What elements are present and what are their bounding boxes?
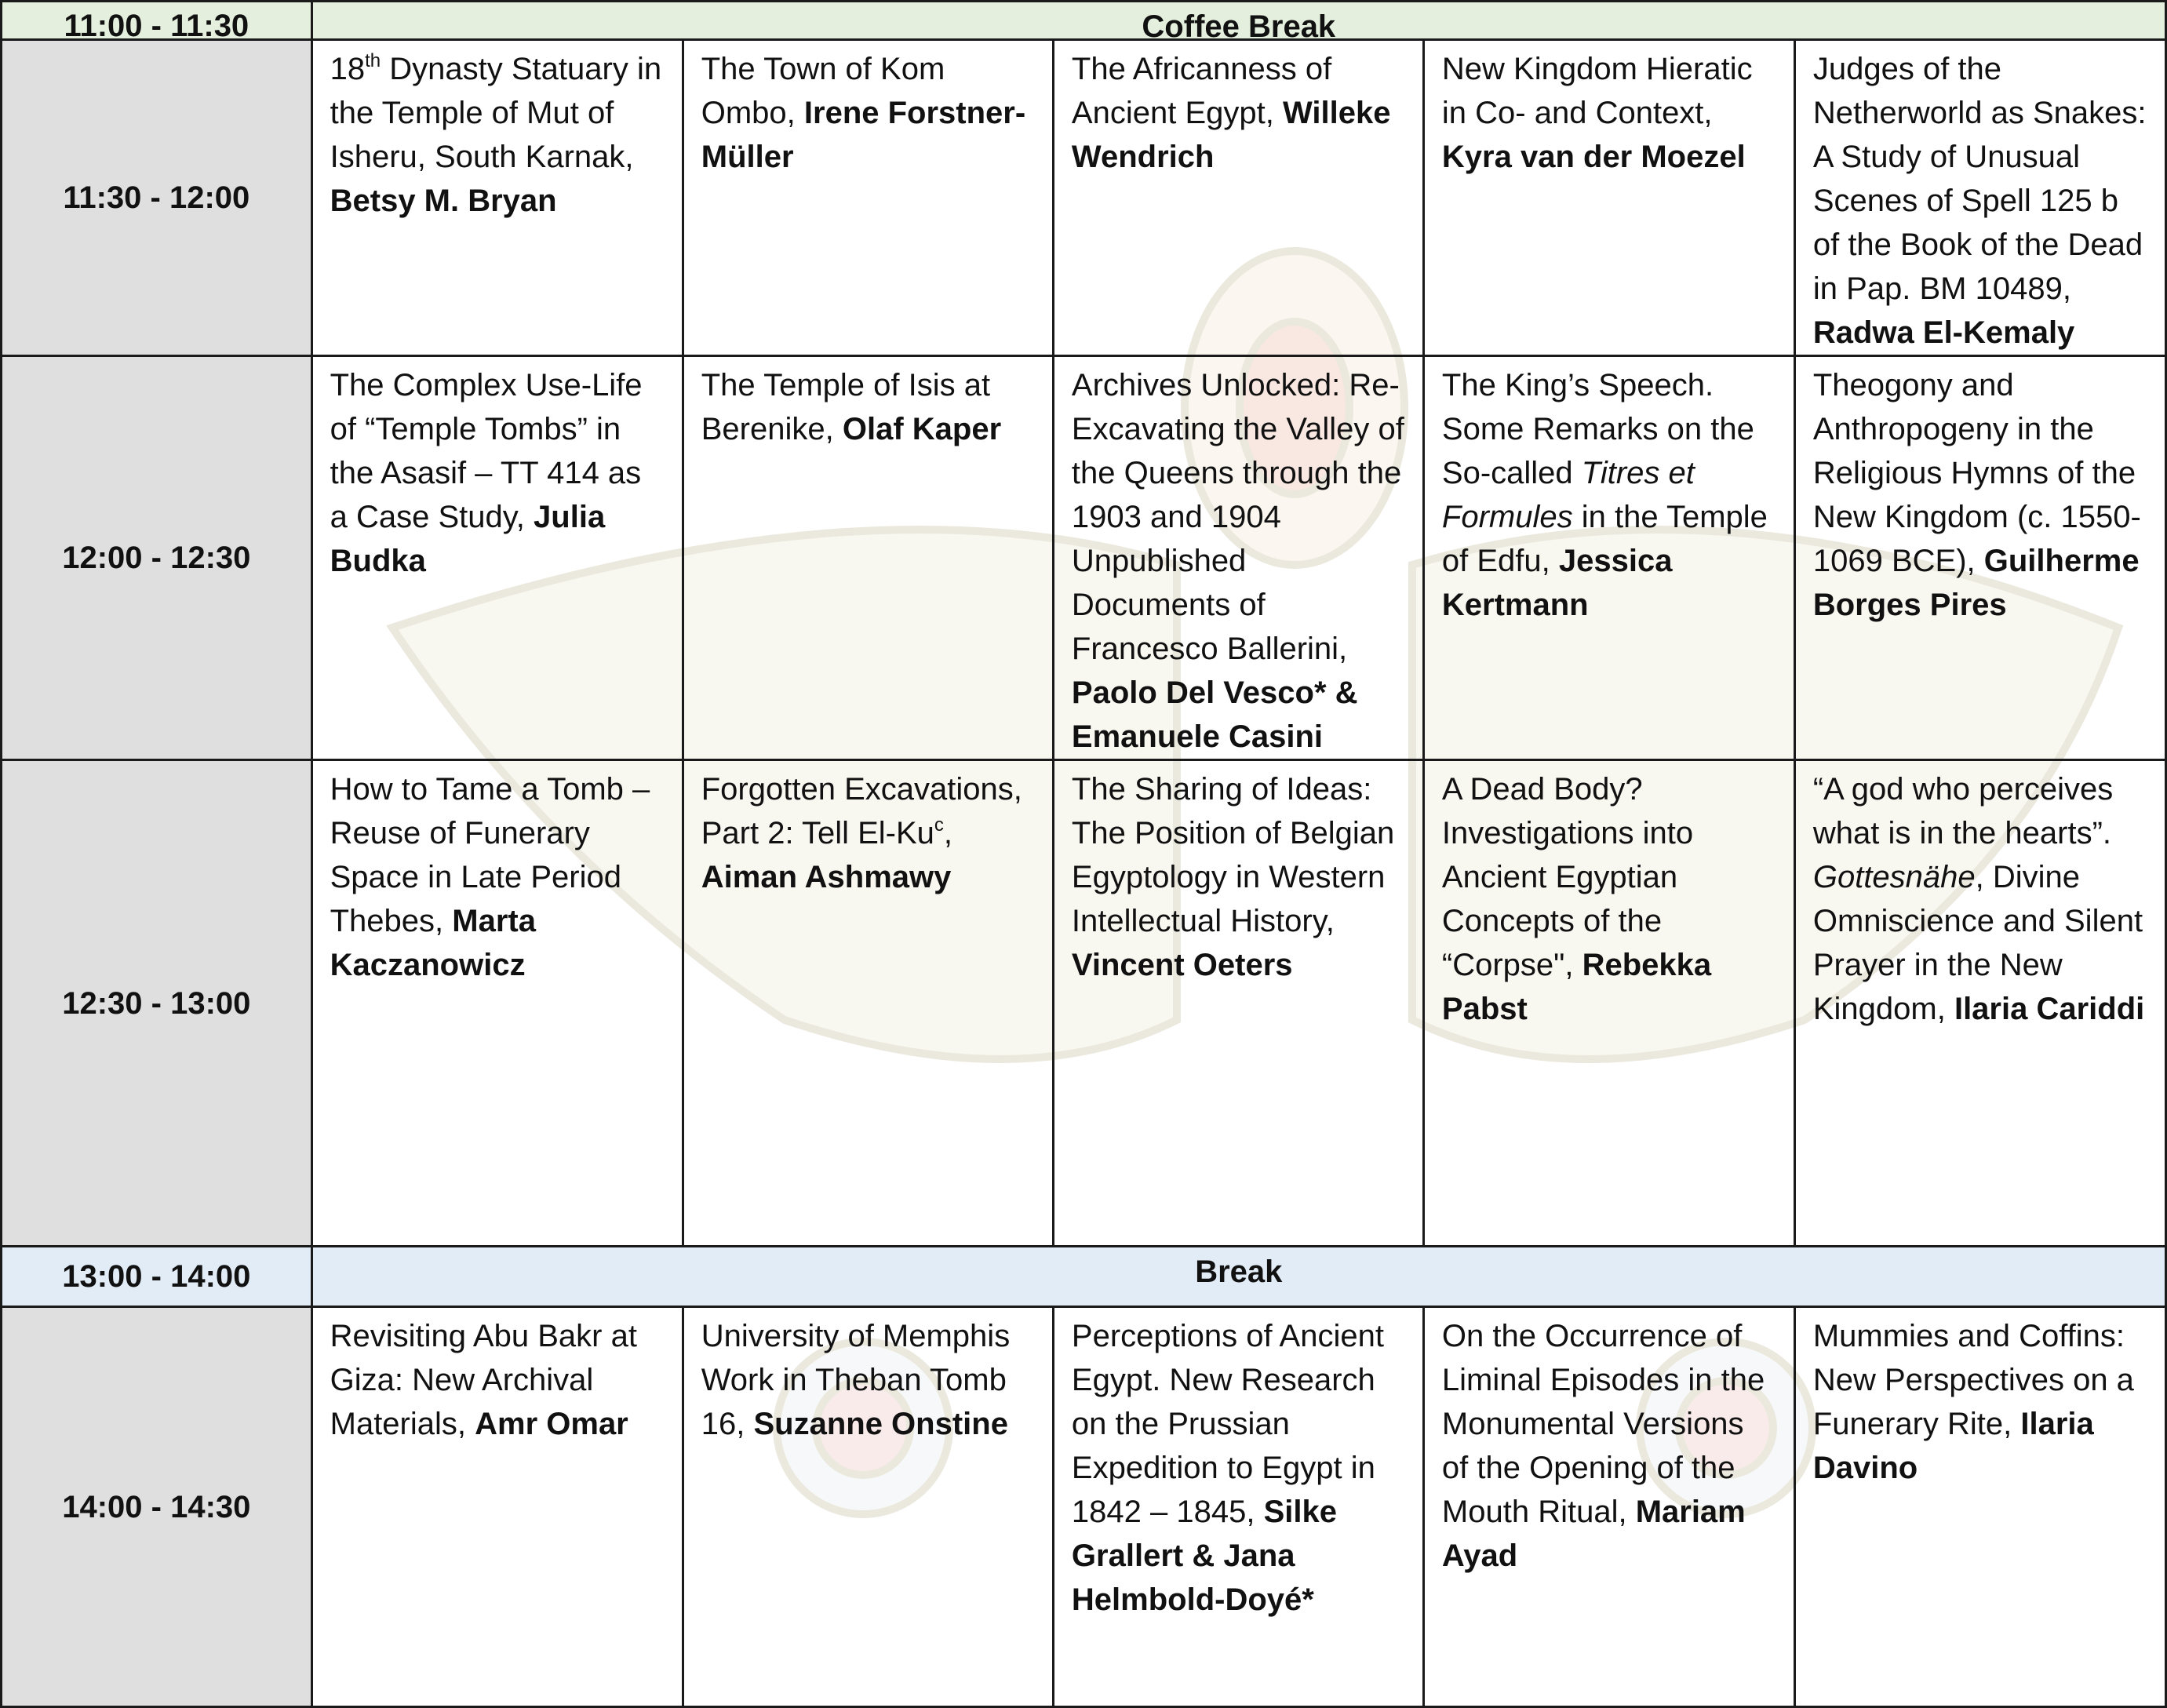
talk-author: Radwa El-Kemaly [1812, 315, 2075, 350]
time-slot: 14:00 - 14:30 [2, 1307, 312, 1707]
talk-cell [683, 760, 1053, 1247]
talk-cell [1423, 760, 1794, 1247]
talk-cell [1053, 760, 1423, 1247]
talk-title: , [943, 816, 953, 850]
talk-author: Olaf Kaper [842, 412, 1002, 446]
talk-cell [1423, 356, 1794, 760]
talk-title: How to Tame a Tomb – Reuse of Funerary Space in Late Period Thebes, [330, 772, 650, 938]
talk-author: Irene Forstner-Müller [701, 96, 1026, 174]
talk-title: Revisiting Abu Bakr at Giza: New Archival Materials, [330, 1319, 637, 1441]
coffee-break-row [2, 2, 2166, 40]
talk-title: 18 [330, 52, 366, 86]
talk-title: The Temple of Isis at Berenike, [701, 368, 991, 446]
talk-cell [311, 40, 683, 356]
talk-author: Paolo Del Vesco* & Emanuele Casini [1071, 676, 1358, 754]
talk-title: Archives Unlocked: Re-Excavating the Valley of the Queens through the 1903 and 1904 Unpublished Documents of Francesco Ballerini, [1071, 368, 1404, 666]
talk-author: Kyra van der Moezel [1441, 140, 1746, 174]
talk-cell [1053, 40, 1423, 356]
talk-author: Julia Budka [330, 500, 606, 578]
talk-author: Vincent Oeters [1071, 948, 1293, 982]
talk-cell [311, 356, 683, 760]
talk-title: A Dead Body? Investigations into Ancient Egyptian Concepts of the “Corpse", [1441, 772, 1694, 982]
talk-title-italic: Titres et Formules [1441, 456, 1695, 534]
talk-title: Mummies and Coffins: New Perspectives on a Funerary Rite, [1812, 1319, 2134, 1441]
talk-author: Guilherme Borges Pires [1812, 544, 2140, 622]
talk-author: Suzanne Onstine [753, 1407, 1008, 1441]
talk-cell [683, 1307, 1053, 1707]
talk-author: Ilaria Cariddi [1954, 992, 2145, 1026]
ordinal-suffix: th [365, 50, 381, 71]
session-row [2, 356, 2166, 760]
coffee-break-label: Coffee Break [311, 2, 2165, 40]
talk-title: The Africanness of Ancient Egypt, [1071, 52, 1332, 130]
talk-title: Forgotten Excavations, Part 2: Tell El-Ku [701, 772, 1022, 850]
talk-cell [683, 40, 1053, 356]
talk-cell [1794, 1307, 2165, 1707]
talk-author: Amr Omar [475, 1407, 628, 1441]
talk-title: Theogony and Anthropogeny in the Religious Hymns of the New Kingdom (c. 1550-1069 BCE), [1812, 368, 2141, 578]
talk-author: Willeke Wendrich [1071, 96, 1391, 174]
talk-cell [1794, 40, 2165, 356]
talk-cell [683, 356, 1053, 760]
time-slot: 12:00 - 12:30 [2, 356, 312, 760]
talk-cell [311, 760, 683, 1247]
talk-title: The Complex Use-Life of “Temple Tombs” in the Asasif – TT 414 as a Case Study, [330, 368, 643, 534]
session-row [2, 1307, 2166, 1707]
talk-author: Marta Kaczanowicz [330, 904, 536, 982]
talk-author: Ilaria Davino [1812, 1407, 2094, 1485]
talk-author: Rebekka Pabst [1441, 948, 1712, 1026]
time-slot: 12:30 - 13:00 [2, 760, 312, 1247]
session-row [2, 40, 2166, 356]
talk-cell [1794, 356, 2165, 760]
talk-cell [1794, 760, 2165, 1247]
talk-author: Aiman Ashmawy [701, 860, 952, 894]
superscript: c [934, 814, 944, 836]
talk-author: Betsy M. Bryan [330, 184, 557, 218]
talk-title: The King’s Speech. Some Remarks on the So-called [1441, 368, 1754, 490]
talk-title: in the Temple of Edfu, [1441, 500, 1768, 578]
talk-cell [1423, 40, 1794, 356]
lunch-break-row [2, 1247, 2166, 1307]
talk-title: On the Occurrence of Liminal Episodes in the Monumental Versions of the Opening of the Mouth Ritual, [1441, 1319, 1765, 1529]
talk-title: “A god who perceives what is in the hearts”. [1812, 772, 2114, 850]
talk-title: Dynasty Statuary in the Temple of Mut of Isheru, South Karnak, [330, 52, 662, 174]
talk-title: Judges of the Netherworld as Snakes: A Study of Unusual Scenes of Spell 125 b of the Book of the Dead in Pap. BM 10489, [1812, 52, 2147, 306]
talk-title: The Sharing of Ideas: The Position of Belgian Egyptology in Western Intellectual History, [1071, 772, 1395, 938]
talk-title: Perceptions of Ancient Egypt. New Research on the Prussian Expedition to Egypt in 1842 – 1845, [1071, 1319, 1384, 1529]
talk-title: The Town of Kom Ombo, [701, 52, 945, 130]
talk-title: University of Memphis Work in Theban Tomb 16, [701, 1319, 1011, 1441]
talk-title: New Kingdom Hieratic in Co- and Context, [1441, 52, 1753, 130]
talk-author: Mariam Ayad [1441, 1495, 1746, 1573]
talk-author: Jessica Kertmann [1441, 544, 1673, 622]
session-row [2, 760, 2166, 1247]
talk-cell [1053, 1307, 1423, 1707]
time-slot: 11:00 - 11:30 [2, 2, 312, 40]
talk-cell [1423, 1307, 1794, 1707]
talk-title: , Divine Omniscience and Silent Prayer in the New Kingdom, [1812, 860, 2143, 1026]
talk-cell [311, 1307, 683, 1707]
talk-author: Silke Grallert & Jana Helmbold-Doyé* [1071, 1495, 1337, 1617]
time-slot: 13:00 - 14:00 [2, 1247, 312, 1307]
time-slot: 11:30 - 12:00 [2, 40, 312, 356]
talk-cell [1053, 356, 1423, 760]
break-label: Break [311, 1247, 2165, 1307]
talk-title-italic: Gottesnähe [1812, 860, 1976, 894]
